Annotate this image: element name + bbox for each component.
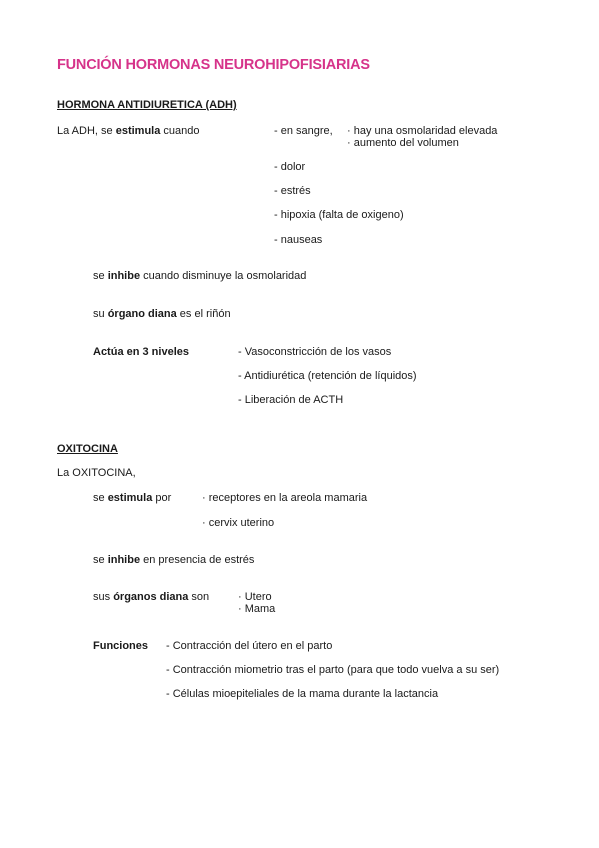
- oxi-diana: [93, 591, 209, 604]
- page-title: FUNCIÓN HORMONAS NEUROHIPOFISIARIAS: [57, 57, 370, 73]
- oxi-funcion-1: - Contracción del útero en el parto: [166, 640, 333, 652]
- oxi-diana-pre: sus: [93, 591, 114, 603]
- adh-intro: [57, 125, 200, 138]
- oxi-inhibe-pre: se: [93, 554, 108, 566]
- adh-nivel-1: - Vasoconstricción de los vasos: [238, 346, 392, 358]
- adh-nivel-2: - Antidiurética (retención de líquidos): [238, 370, 417, 382]
- oxi-estimula: [93, 492, 171, 505]
- oxi-diana-post: son: [188, 591, 210, 603]
- adh-heading: HORMONA ANTIDIURETICA (ADH): [57, 99, 237, 111]
- oxi-inhibe: [93, 554, 254, 567]
- oxi-funciones-label-text: Funciones: [93, 640, 149, 652]
- oxi-inhibe-bold: inhibe: [107, 554, 141, 566]
- oxi-funcion-2: - Contracción miometrio tras el parto (para que todo vuelva a su ser): [166, 664, 500, 676]
- adh-inhibe-post: cuando disminuye la osmolaridad: [140, 270, 307, 282]
- adh-stimulus-sangre-sub1: · hay una osmolaridad elevada: [347, 125, 498, 137]
- adh-diana-post: es el riñón: [176, 308, 231, 320]
- oxi-diana-utero: · Utero: [238, 591, 272, 603]
- adh-diana-bold: órgano diana: [107, 308, 177, 320]
- oxi-estimulo-1: · receptores en la areola mamaria: [202, 492, 368, 504]
- oxi-funcion-3: - Células mioepiteliales de la mama durante la lactancia: [166, 688, 439, 700]
- adh-inhibe: [93, 270, 306, 283]
- oxi-estimulo-2: · cervix uterino: [202, 517, 275, 529]
- adh-stimulus-estres: - estrés: [274, 185, 311, 197]
- adh-stimulus-hipoxia: - hipoxia (falta de oxigeno): [274, 209, 404, 221]
- adh-niveles-label: [93, 346, 189, 359]
- adh-stimulus-nauseas: - nauseas: [274, 234, 323, 246]
- adh-stimulus-dolor: - dolor: [274, 161, 306, 173]
- adh-intro-pre: La ADH, se: [57, 125, 116, 137]
- adh-intro-bold: estimula: [115, 125, 161, 137]
- oxi-estimula-bold: estimula: [107, 492, 153, 504]
- adh-inhibe-bold: inhibe: [107, 270, 141, 282]
- adh-nivel-3: - Liberación de ACTH: [238, 394, 344, 406]
- adh-niveles-label-text: Actúa en 3 niveles: [93, 346, 189, 358]
- adh-inhibe-pre: se: [93, 270, 108, 282]
- oxi-diana-bold: órganos diana: [113, 591, 189, 603]
- adh-intro-post: cuando: [160, 125, 200, 137]
- oxi-funciones-label: [93, 640, 148, 653]
- oxi-estimula-post: por: [152, 492, 172, 504]
- oxi-diana-mama: · Mama: [238, 603, 276, 615]
- oxi-estimula-pre: se: [93, 492, 108, 504]
- oxi-heading: OXITOCINA: [57, 443, 118, 455]
- oxi-inhibe-post: en presencia de estrés: [140, 554, 255, 566]
- adh-stimulus-sangre-sub2: · aumento del volumen: [347, 137, 459, 149]
- adh-stimulus-sangre: - en sangre,: [274, 125, 333, 137]
- oxi-intro: La OXITOCINA,: [57, 467, 136, 479]
- adh-diana: [93, 308, 231, 321]
- adh-diana-pre: su: [93, 308, 108, 320]
